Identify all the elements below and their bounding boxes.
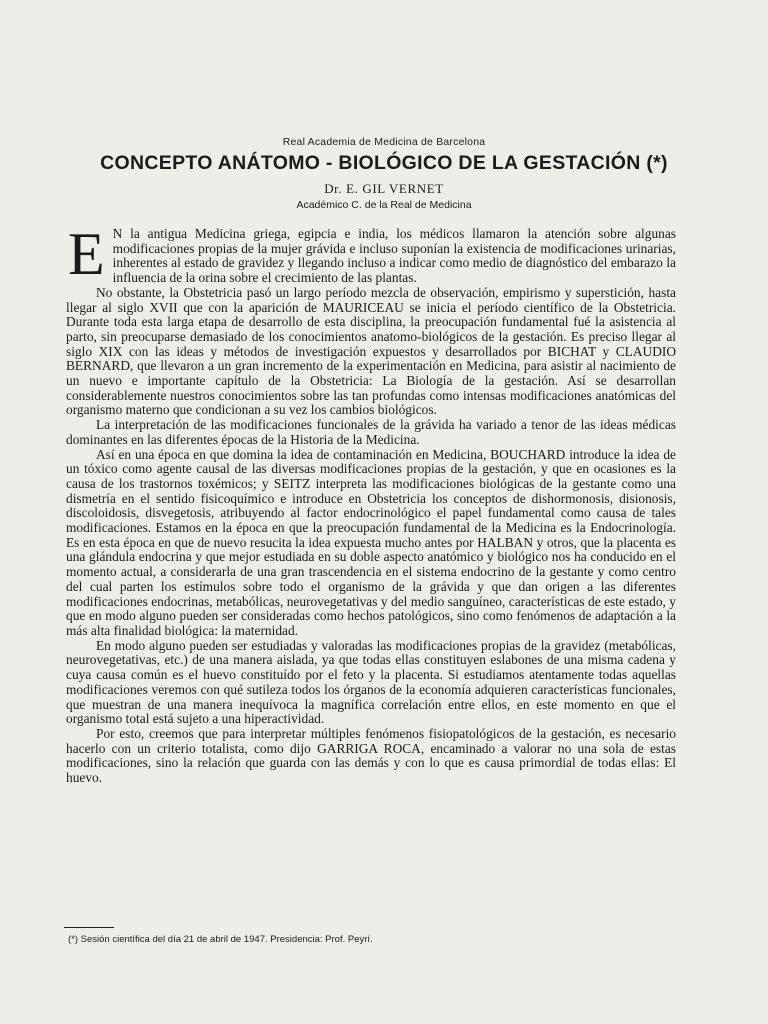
paragraph-1 <box>66 221 676 287</box>
author-name: Dr. E. GIL VERNET <box>324 181 444 196</box>
paragraph-6: Por esto, creemos que para interpretar múltiples fenómenos fisiopatológicos de la gestación, es necesario hacerlo con un criterio totalista, como dijo GARRIGA ROCA, encaminado a valorar no una sola de estas modificaciones, sino la relación que guarda con las demás y con lo que es causa primordial de todas ellas: El huevo. <box>66 725 676 786</box>
paragraph-2: No obstante, la Obstetricia pasó un largo período mezcla de observación, empirismo y superstición, hasta llegar al siglo XVII que con la aparición de MAURICEAU se inicia el período científico de la Obstetricia. Durante toda esta larga etapa de desarrollo de esta disciplina, la preocupación fundamental fué la asistencia al parto, sin preocuparse demasiado de los conocimientos anatomo-biológicos de la gestación. Es preciso llegar al siglo XIX con las ideas y métodos de investigación expuestos y desarrollados por BICHAT y CLAUDIO BERNARD, que llevaron a un gran incremento de la experimentación en Medicina, para asistir al nacimiento de un nuevo e importante capítulo de la Obstetricia: La Biología de la gestación. Así se desarrollan considerablemente nuestros conocimientos sobre las tan profundas como intensas modificaciones anatómicas del organismo materno que condicionan a su vez los cambios biológicos. <box>66 284 676 418</box>
article-body <box>66 221 676 786</box>
author-affiliation: Académico C. de la Real de Medicina <box>296 199 472 211</box>
article-title: CONCEPTO ANÁTOMO - BIOLÓGICO DE LA GESTACIÓN (*) <box>100 152 668 174</box>
institution-name: Real Academia de Medicina de Barcelona <box>282 136 486 148</box>
footnote: (*) Sesión científica del día 21 de abril de 1947. Presidencia: Prof. Peyrí. <box>68 934 373 945</box>
paragraph-1-text: N la antigua Medicina griega, egipcia e india, los médicos llamaron la atención sobre algunas modificaciones propias de la mujer grávida e incluso suponían la existencia de modificaciones urinarias, inherentes al estado de gravidez y llegando incluso a indicar como medio de diagnóstico del embarazo la influencia de la orina sobre el crecimiento de las plantas. <box>112 226 676 286</box>
paragraph-4: Así en una época en que domina la idea de contaminación en Medicina, BOUCHARD introduce la idea de un tóxico como agente causal de las diversas modificaciones propias de la gestación, y que en ocasiones es la causa de los trastornos toxémicos; y SEITZ interpreta las modificaciones biológicas de la gestante como una dismetría en el sentido fisicoquímico e introduce en Obstetricia los conceptos de dishormonosis, disionosis, discoloidosis, disvegetosis, atribuyendo al factor endocrinológico el papel fundamental como causa de tales modificaciones. Estamos en la época en que la preocupación fundamental de la Medicina es la Endocrinología. Es en esta época en que de nuevo resucita la idea expuesta mucho antes por HALBAN y otros, que la placenta es una glándula endocrina y que mejor estudiada en su doble aspecto anatómico y biológico nos ha conducido en el momento actual, a considerarla de una gran trascendencia en el sistema endocrino de la gestante y como centro del cual parten los estímulos sobre todo el organismo de la grávida y que dan origen a las diferentes modificaciones endocrinas, metabólicas, neurovegetativas y del medio sanguíneo, características de este estado, y que en modo alguno pueden ser consideradas como hechos patológicos, sino como fenómenos de adaptación a la más alta finalidad biológica: la maternidad. <box>66 446 676 638</box>
footnote-divider <box>64 927 114 928</box>
paragraph-5: En modo alguno pueden ser estudiadas y valoradas las modificaciones propias de la gravidez (metabólicas, neurovegetativas, etc.) de una manera aislada, ya que todas ellas constituyen eslabones de una misma cadena y cuya causa común es el huevo constituído por el feto y la placenta. Si estudiamos atentamente todas aquellas modificaciones veremos con qué sutileza todos los órganos de la economía adquieren características funcionales, que muestran de una manera inequívoca la magnífica correlación entre ellos, en este momento en que el organismo total está sujeto a una hiperactividad. <box>66 637 676 727</box>
paragraph-3: La interpretación de las modificaciones funcionales de la grávida ha variado a tenor de las ideas médicas dominantes en las diferentes épocas de la Historia de la Medicina. <box>66 417 676 447</box>
drop-cap: E <box>68 221 105 287</box>
